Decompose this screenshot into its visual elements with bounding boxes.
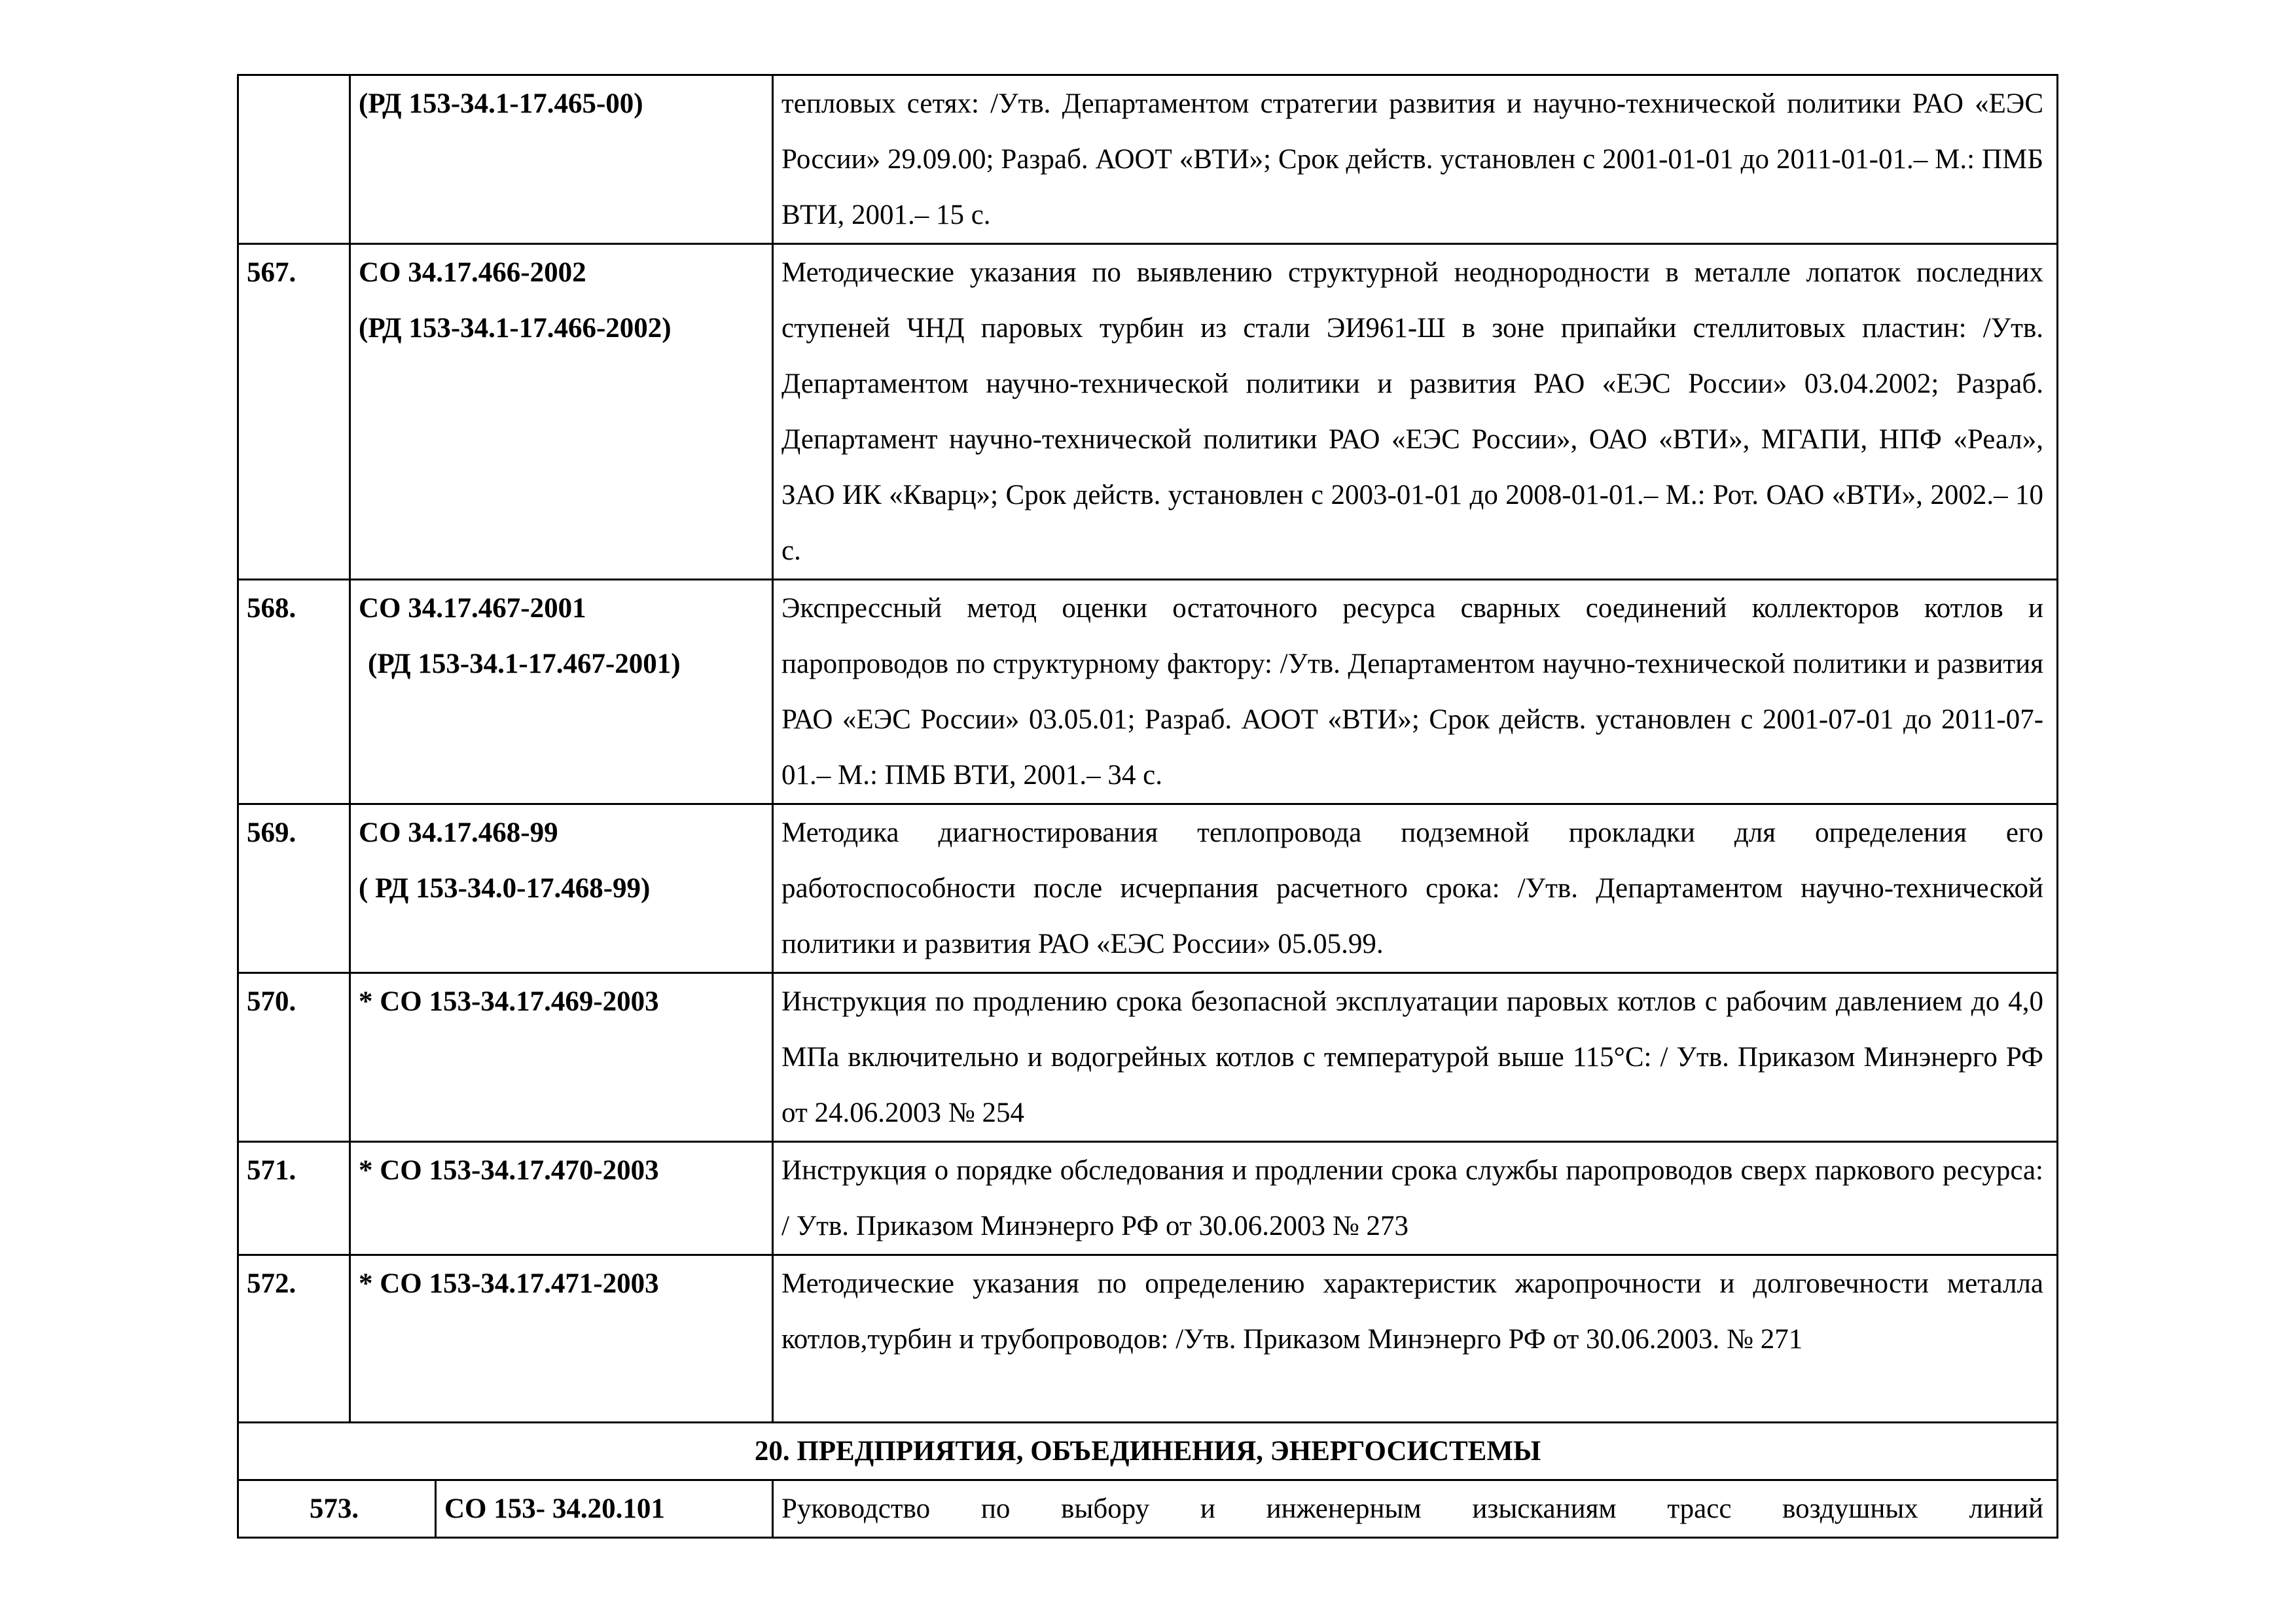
row-number: 571. — [238, 1142, 350, 1255]
row-number: 567. — [238, 244, 350, 580]
document-code — [350, 244, 773, 580]
document-code — [350, 1255, 773, 1423]
document-code — [350, 1142, 773, 1255]
code-line: * СО 153-34.17.471-2003 — [359, 1268, 659, 1299]
row-number: 569. — [238, 804, 350, 973]
document-code — [350, 804, 773, 973]
table-row — [238, 1255, 2058, 1423]
regulations-table — [237, 74, 2058, 1539]
code-line: (РД 153-34.1-17.467-2001) — [368, 649, 681, 679]
table-row — [238, 1480, 2058, 1538]
document-description: Инструкция по продлению срока безопасной эксплуатации паровых котлов с рабочим давлением до 4,0 МПа включительно и водогрейных котлов с температурой выше 115°С: / Утв. Приказом Минэнерго РФ от 24.06.2003 № 254 — [773, 973, 2058, 1142]
row-number: 573. — [238, 1480, 436, 1538]
code-line: СО 34.17.467-2001 — [359, 593, 586, 624]
document-description: Руководство по выбору и инженерным изысканиям трасс воздушных линий — [773, 1480, 2058, 1538]
row-number: 572. — [238, 1255, 350, 1423]
document-description: Экспрессный метод оценки остаточного ресурса сварных соединений коллекторов котлов и паропроводов по структурному фактору: /Утв. Департаментом научно-технической политики и развития РАО «ЕЭС России» 03.05.01; Разраб. АООТ «ВТИ»; Срок действ. установлен с 2001-07-01 до 2011-07-01.– М.: ПМБ ВТИ, 2001.– 34 с. — [773, 580, 2058, 804]
table-row — [238, 973, 2058, 1142]
section-title: 20. ПРЕДПРИЯТИЯ, ОБЪЕДИНЕНИЯ, ЭНЕРГОСИСТЕМЫ — [238, 1423, 2058, 1480]
code-line: (РД 153-34.1-17.466-2002) — [359, 313, 672, 344]
table-row — [238, 804, 2058, 973]
table-row — [238, 580, 2058, 804]
document-code — [350, 75, 773, 244]
row-number: 568. — [238, 580, 350, 804]
document-code — [350, 973, 773, 1142]
document-description: Методические указания по определению характеристик жаропрочности и долговечности металла котлов,турбин и трубопроводов: /Утв. Приказом Минэнерго РФ от 30.06.2003. № 271 — [773, 1255, 2058, 1423]
code-line: СО 34.17.468-99 — [359, 817, 558, 848]
document-description: Инструкция о порядке обследования и продлении срока службы паропроводов сверх паркового ресурса: / Утв. Приказом Минэнерго РФ от 30.06.2003 № 273 — [773, 1142, 2058, 1255]
row-number: 570. — [238, 973, 350, 1142]
document-description: тепловых сетях: /Утв. Департаментом стратегии развития и научно-технической политики РАО «ЕЭС России» 29.09.00; Разраб. АООТ «ВТИ»; Срок действ. установлен с 2001-01-01 до 2011-01-01.– М.: ПМБ ВТИ, 2001.– 15 с. — [773, 75, 2058, 244]
document-description: Методические указания по выявлению структурной неоднородности в металле лопаток последних ступеней ЧНД паровых турбин из стали ЭИ961-Ш в зоне припайки стеллитовых пластин: /Утв. Департаментом научно-технической политики и развития РАО «ЕЭС России» 03.04.2002; Разраб. Департамент научно-технической политики РАО «ЕЭС России», ОАО «ВТИ», МГАПИ, НПФ «Реал», ЗАО ИК «Кварц»; Срок действ. установлен с 2003-01-01 до 2008-01-01.– М.: Рот. ОАО «ВТИ», 2002.– 10 с. — [773, 244, 2058, 580]
code-line: ( РД 153-34.0-17.468-99) — [359, 873, 651, 904]
code-line: СО 34.17.466-2002 — [359, 257, 586, 288]
document-description: Методика диагностирования теплопровода подземной прокладки для определения его работоспособности после исчерпания расчетного срока: /Утв. Департаментом научно-технической политики и развития РАО «ЕЭС России» 05.05.99. — [773, 804, 2058, 973]
table-row — [238, 244, 2058, 580]
table-row — [238, 1142, 2058, 1255]
code-line: * СО 153-34.17.470-2003 — [359, 1155, 659, 1186]
document-code — [350, 580, 773, 804]
code-line: * СО 153-34.17.469-2003 — [359, 986, 659, 1017]
row-number — [238, 75, 350, 244]
code-line: (РД 153-34.1-17.465-00) — [359, 88, 643, 119]
table-row — [238, 75, 2058, 244]
document-code: СО 153- 34.20.101 — [436, 1480, 773, 1538]
section-heading-row — [238, 1423, 2058, 1480]
